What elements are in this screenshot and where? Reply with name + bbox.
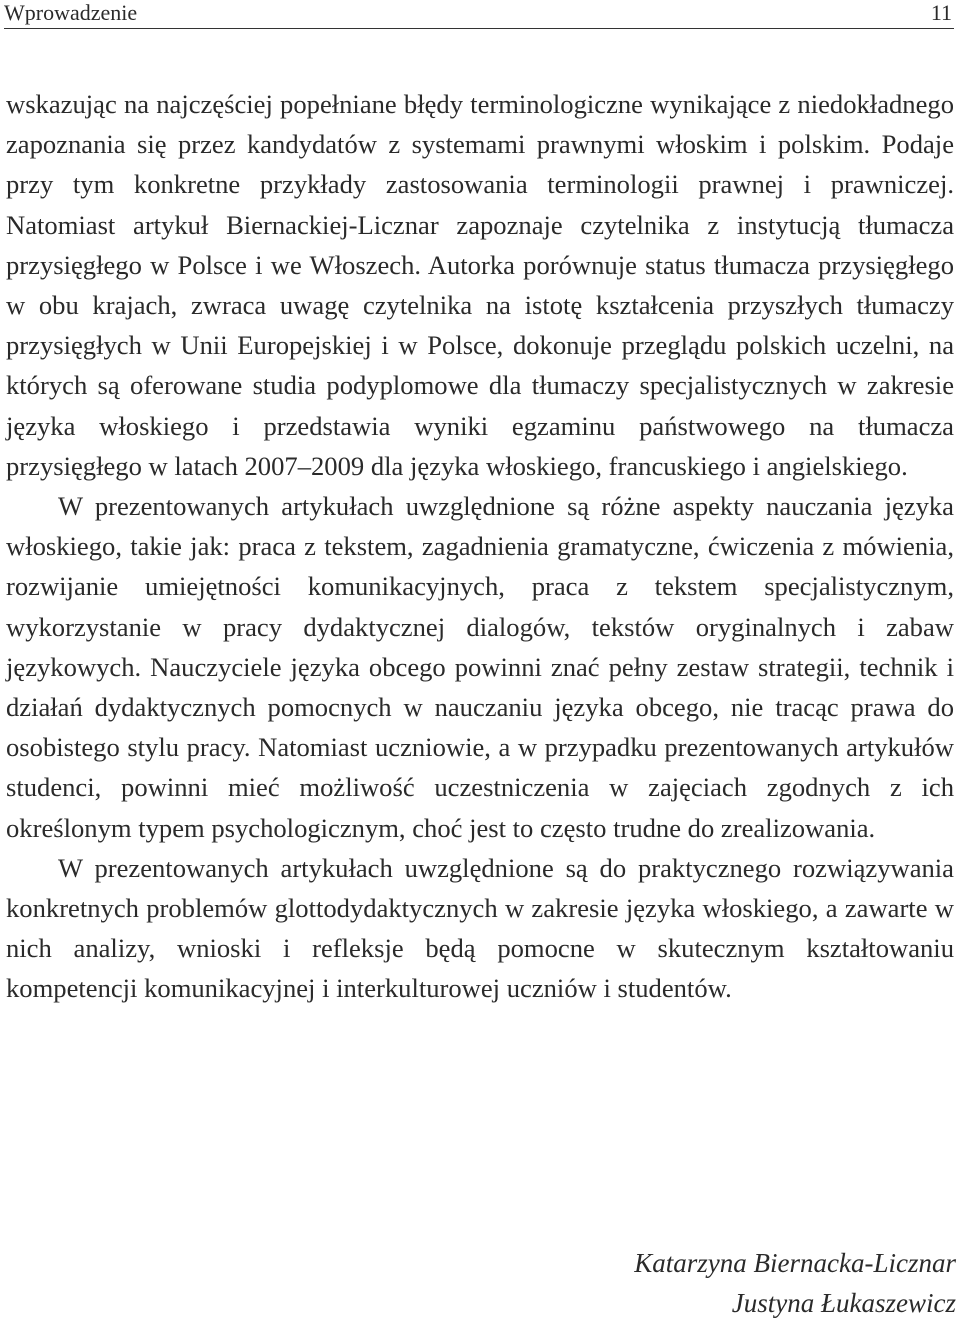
- paragraph-1: wskazując na najczęściej popełniane błędy terminologiczne wynikające z niedokładnego zapoznania się przez kandydatów z systemami prawnymi włoskim i polskim. Podaje przy tym konkretne przykłady zastosowania terminologii prawnej i prawniczej. Natomiast artykuł Biernackiej-Licznar zapoznaje czytelnika z instytucją tłumacza przysięgłego w Polsce i we Włoszech. Autorka porównuje status tłumacza przysięgłego w obu krajach, zwraca uwagę czytelnika na istotę kształcenia przyszłych tłumaczy przysięgłych w Unii Europejskiej i w Polsce, dokonuje przeglądu polskich uczelni, na których są oferowane studia podyplomowe dla tłumaczy specjalistycznych w zakresie języka włoskiego i przedstawia wyniki egzaminu państwowego na tłumacza przysięgłego w latach 2007–2009 dla języka włoskiego, francuskiego i angielskiego.: [6, 89, 954, 481]
- author-name-1: Katarzyna Biernacka-Licznar: [634, 1248, 956, 1278]
- paragraph-3: W prezentowanych artykułach uwzględnione są do praktycznego rozwiązywania konkretnych problemów glottodydaktycznych w zakresie języka włoskiego, a zawarte w nich analizy, wnioski i refleksje będą pomocne w skutecznym kształtowaniu kompetencji komunikacyjnej i interkulturowej uczniów i studentów.: [6, 852, 954, 1004]
- paragraph-2: W prezentowanych artykułach uwzględnione są różne aspekty nauczania języka włoskiego, takie jak: praca z tekstem, zagadnienia gramatyczne, ćwiczenia z mówienia, rozwijanie umiejętności komunikacyjnych, praca z tekstem specjalistycznym, wykorzystanie w pracy dydaktycznej dialogów, tekstów oryginalnych i zabaw językowych. Nauczyciele języka obcego powinni znać pełny zestaw strategii, technik i działań dydaktycznych pomocnych w nauczaniu języka obcego, nie tracąc prawa do osobistego stylu pracy. Natomiast uczniowie, a w przypadku prezentowanych artykułów studenci, powinni mieć możliwość uczestniczenia w zajęciach zgodnych z ich określonym typem psychologicznym, choć jest to często trudne do zrealizowania.: [6, 491, 954, 843]
- running-header: [4, 0, 954, 29]
- page-number: 11: [930, 0, 952, 25]
- author-name-2: Justyna Łukaszewicz: [731, 1288, 956, 1318]
- body-text: [6, 84, 954, 1009]
- signature-block: [634, 1243, 956, 1323]
- running-header-section-title: Wprowadzenie: [4, 0, 138, 25]
